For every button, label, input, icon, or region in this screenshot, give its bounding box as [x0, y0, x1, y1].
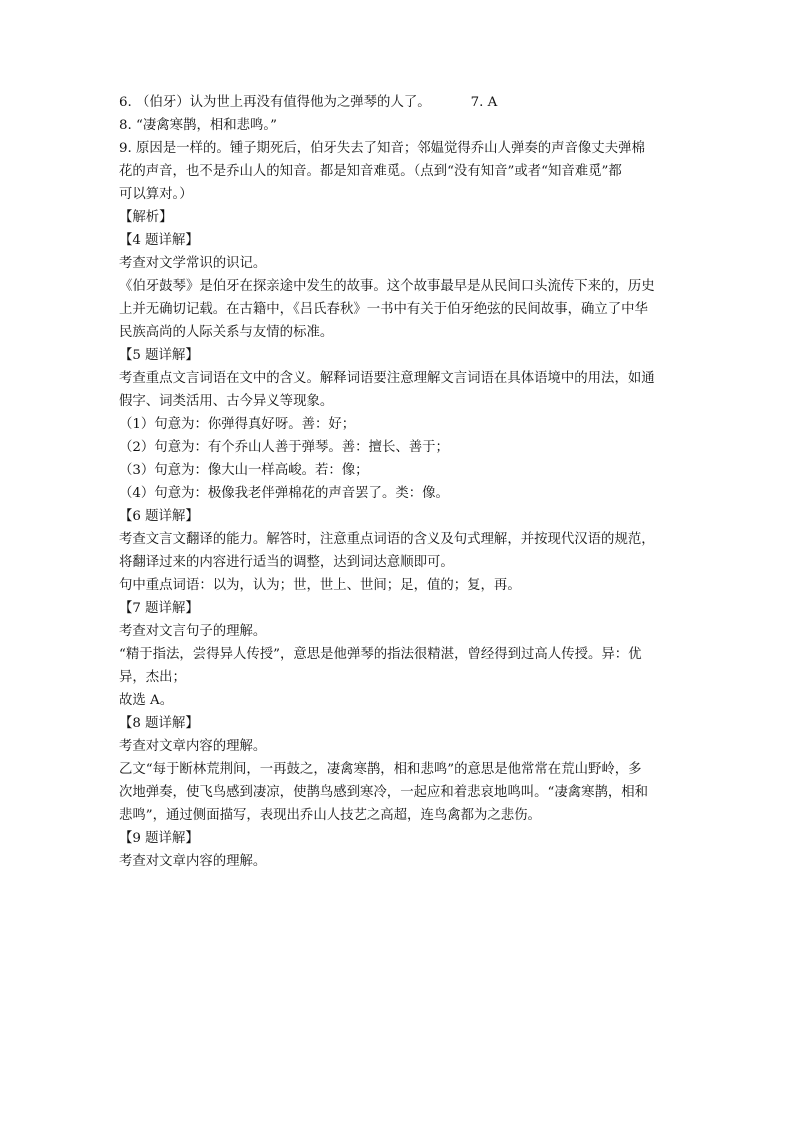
q5-item-2: （2）句意为：有个乔山人善于弹琴。善：擅长、善于； — [119, 439, 449, 455]
answer-8-line: 8. “凄禽寒鹊，相和悲鸣。” — [119, 117, 277, 133]
q8-heading: 【8 题详解】 — [119, 715, 199, 731]
q6-line-1: 考查文言文翻译的能力。解答时，注意重点词语的含义及句式理解，并按现代汉语的规范， — [119, 531, 655, 547]
q9-heading: 【9 题详解】 — [119, 830, 199, 846]
q5-item-1: （1）句意为：你弹得真好呀。善：好； — [119, 416, 356, 432]
q5-item-3: （3）句意为：像大山一样高峻。若：像； — [119, 462, 369, 478]
q7-line-3: 异，杰出； — [119, 669, 186, 685]
answer-6-line — [119, 94, 497, 112]
answer-9-line-3: 可以算对。） — [119, 186, 193, 202]
q9-line-1: 考查对文章内容的理解。 — [119, 853, 267, 869]
q4-line-3: 上并无确切记载。在古籍中，《吕氏春秋》一书中有关于伯牙绝弦的民间故事，确立了中华 — [119, 301, 648, 317]
q6-heading: 【6 题详解】 — [119, 508, 199, 524]
q4-line-1: 考查对文学常识的识记。 — [119, 255, 267, 271]
q7-heading: 【7 题详解】 — [119, 600, 199, 616]
answer-9-line-1: 9. 原因是一样的。锺子期死后，伯牙失去了知音；邻媪觉得乔山人弹奏的声音像丈夫弹棉 — [119, 140, 645, 156]
q5-item-4: （4）句意为：极像我老伴弹棉花的声音罢了。类：像。 — [119, 485, 449, 501]
q4-heading: 【4 题详解】 — [119, 232, 199, 248]
q7-line-1: 考查对文言句子的理解。 — [119, 623, 267, 639]
answer-7-text: 7. A — [470, 95, 498, 110]
q7-line-4: 故选 A。 — [119, 692, 174, 708]
q6-line-3: 句中重点词语：以为，认为；世，世上、世间；足，值的；复，再。 — [119, 577, 521, 593]
answer-6-text: 6. （伯牙）认为世上再没有值得他为之弹琴的人了。 — [119, 95, 431, 110]
q4-line-2: 《伯牙鼓琴》是伯牙在探亲途中发生的故事。这个故事最早是从民间口头流传下来的，历史 — [119, 278, 655, 294]
q7-line-2: “精于指法，尝得异人传授”，意思是他弹琴的指法很精湛，曾经得到过高人传授。异：优 — [119, 646, 642, 662]
q8-line-4: 悲鸣”，通过侧面描写，表现出乔山人技艺之高超，连鸟禽都为之悲伤。 — [119, 807, 541, 823]
q4-line-4: 民族高尚的人际关系与友情的标准。 — [119, 324, 334, 340]
q5-heading: 【5 题详解】 — [119, 347, 199, 363]
q8-line-1: 考查对文章内容的理解。 — [119, 738, 267, 754]
q6-line-2: 将翻译过来的内容进行适当的调整，达到词达意顺即可。 — [119, 554, 454, 570]
q8-line-3: 次地弹奏，使飞鸟感到凄凉，使鹊鸟感到寒冷，一起应和着悲哀地鸣叫。“凄禽寒鹊，相和 — [119, 784, 649, 800]
analysis-heading: 【解析】 — [119, 209, 173, 225]
answer-9-line-2: 花的声音，也不是乔山人的知音。都是知音难觅。（点到“没有知音”或者“知音难觅”都 — [119, 163, 622, 179]
q8-line-2: 乙文“每于断林荒荆间，一再鼓之，凄禽寒鹊，相和悲鸣”的意思是他常常在荒山野岭，多 — [119, 761, 642, 777]
q5-line-2: 假字、词类活用、古今异义等现象。 — [119, 393, 334, 409]
q5-line-1: 考查重点文言词语在文中的含义。解释词语要注意理解文言词语在具体语境中的用法，如通 — [119, 370, 655, 386]
